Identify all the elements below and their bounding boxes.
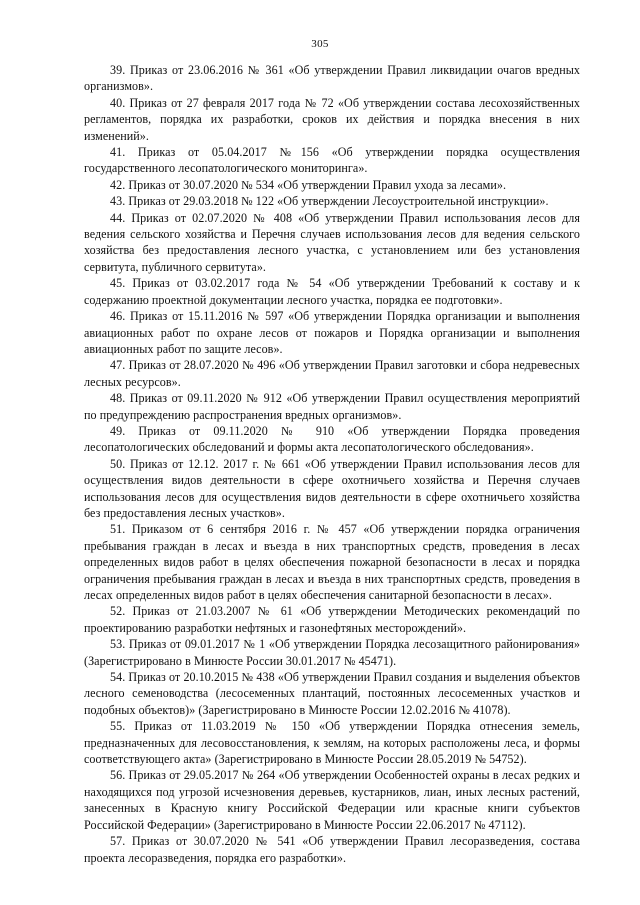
list-item-55: 55. Приказ от 11.03.2019 № 150 «Об утверждении Порядка отнесения земель, предназначенных для лесовосстановления, к землям, на которых расположены леса, и формы соответствующего акта» (Зарегистрировано в Минюсте России 28.05.2019 № 54752). — [84, 719, 580, 767]
list-item-42: 42. Приказ от 30.07.2020 № 534 «Об утверждении Правил ухода за лесами». — [110, 177, 507, 192]
page-number: 305 — [311, 38, 329, 50]
list-item-48: 48. Приказ от 09.11.2020 № 912 «Об утверждении Правил осуществления мероприятий по предупреждению распространения вредных организмов». — [84, 391, 580, 422]
list-item-46: 46. Приказ от 15.11.2016 № 597 «Об утверждении Порядка организации и выполнения авиационных работ по охране лесов от пожаров и Порядка организации и выполнения авиационных работ по защите лесов». — [84, 309, 580, 356]
list-item-56: 56. Приказ от 29.05.2017 № 264 «Об утверждении Особенностей охраны в лесах редких и находящихся под угрозой исчезновения деревьев, кустарников, лиан, иных лесных растений, занесенных в Красную книгу Российской Федерации или красные книги субъектов Российской Федерации» (Зарегистрировано в Минюсте России 22.06.2017 № 47112). — [84, 768, 580, 832]
list-item-53: 53. Приказ от 09.01.2017 № 1 «Об утверждении Порядка лесозащитного районирования» (Зарегистрировано в Минюсте России 30.01.2017 № 45471). — [84, 637, 580, 668]
list-item-40: 40. Приказ от 27 февраля 2017 года № 72 «Об утверждении состава лесохозяйственных регламентов, порядка их разработки, сроков их действия и порядка внесения в них изменений». — [84, 95, 580, 143]
list-item-57: 57. Приказ от 30.07.2020 № 541 «Об утверждении Правил лесоразведения, состава проекта лесоразведения, порядка его разработки». — [84, 834, 580, 865]
list-item-51: 51. Приказом от 6 сентября 2016 г. № 457 «Об утверждении порядка ограничения пребывания граждан в лесах и въезда в них транспортных средств, проведения в лесах определенных видов работ в целях обеспечения пожарной безопасности в лесах и порядка ограничения пребывания граждан в лесах и въезда в них транспортных средств, проведения в лесах определенных видов работ в целях обеспечения санитарной безопасности в лесах». — [84, 522, 580, 602]
list-item-44: 44. Приказ от 02.07.2020 № 408 «Об утверждении Правил использования лесов для ведения сельского хозяйства и Перечня случаев использования лесов для ведения сельского хозяйства без предоставления лесного участка, с установлением или без установления сервитута, публичного сервитута». — [84, 210, 580, 274]
document-body — [84, 62, 580, 866]
list-item-49: 49. Приказ от 09.11.2020 № 910 «Об утверждении Порядка проведения лесопатологических обследований и формы акта лесопатологического обследования». — [84, 423, 580, 455]
list-item-45: 45. Приказ от 03.02.2017 года № 54 «Об утверждении Требований к составу и к содержанию проектной документации лесного участка, порядка ее подготовки». — [84, 276, 580, 307]
list-item-43: 43. Приказ от 29.03.2018 № 122 «Об утверждении Лесоустроительной инструкции». — [110, 194, 549, 209]
list-item-54: 54. Приказ от 20.10.2015 № 438 «Об утверждении Правил создания и выделения объектов лесного семеноводства (лесосеменных плантаций, постоянных лесосеменных участков и подобных объектов)» (Зарегистрировано в Минюсте России 12.02.2016 № 41078). — [84, 670, 580, 717]
list-item-52: 52. Приказ от 21.03.2007 № 61 «Об утверждении Методических рекомендаций по проектированию разработки нефтяных и газонефтяных месторождений». — [84, 604, 580, 635]
list-item-47: 47. Приказ от 28.07.2020 № 496 «Об утверждении Правил заготовки и сбора недревесных лесных ресурсов». — [84, 358, 580, 389]
list-item-39: 39. Приказ от 23.06.2016 № 361 «Об утверждении Правил ликвидации очагов вредных организмов». — [84, 63, 580, 94]
list-item-50: 50. Приказ от 12.12. 2017 г. № 661 «Об утверждении Правил использования лесов для осуществления видов деятельности в сфере охотничьего хозяйства и Перечня случаев использования лесов для осуществления видов деятельности в сфере охотничьего хозяйства без предоставления лесных участков». — [84, 456, 580, 520]
list-item-41: 41. Приказ от 05.04.2017 №156 «Об утверждении порядка осуществления государственного лесопатологического мониторинга». — [84, 145, 580, 176]
